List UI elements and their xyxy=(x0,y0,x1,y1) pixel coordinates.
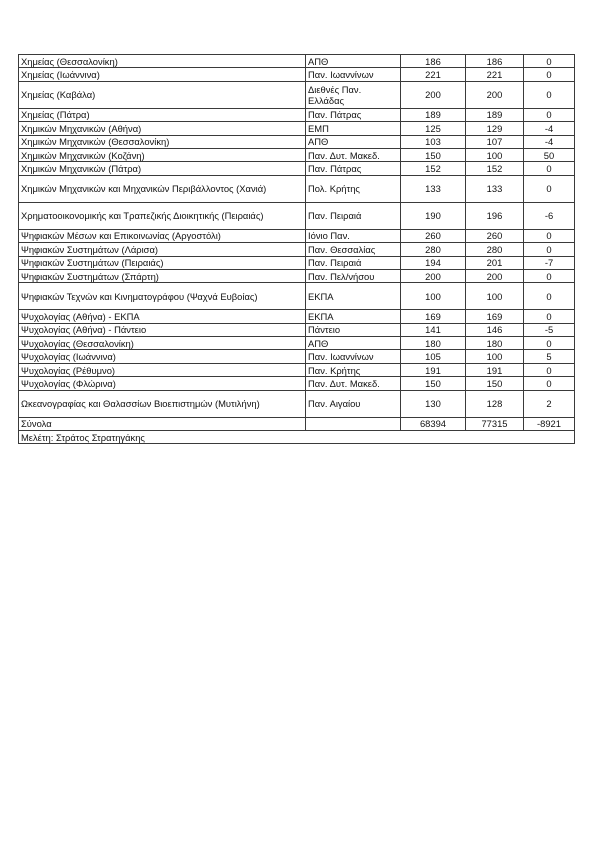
difference-cell: 0 xyxy=(524,363,575,376)
difference-cell: 0 xyxy=(524,68,575,81)
university-cell: Παν. Πειραιά xyxy=(306,256,401,269)
value-a-cell: 221 xyxy=(401,68,466,81)
table-row xyxy=(19,81,575,108)
table-row xyxy=(19,122,575,135)
university-cell: Παν. Πάτρας xyxy=(306,108,401,121)
department-cell: Χημικών Μηχανικών (Θεσσαλονίκη) xyxy=(19,135,306,148)
value-b-cell: 260 xyxy=(466,229,524,242)
department-cell: Χημικών Μηχανικών και Μηχανικών Περιβάλλοντος (Χανιά) xyxy=(19,175,306,202)
value-a-cell: 280 xyxy=(401,243,466,256)
department-cell: Χημικών Μηχανικών (Πάτρα) xyxy=(19,162,306,175)
value-b-cell: 280 xyxy=(466,243,524,256)
totals-b: 77315 xyxy=(466,417,524,430)
credit-text: Μελέτη: Στράτος Στρατηγάκης xyxy=(19,431,575,444)
table-row xyxy=(19,229,575,242)
department-cell: Ψυχολογίας (Αθήνα) - Πάντειο xyxy=(19,323,306,336)
table-row xyxy=(19,310,575,323)
table-row xyxy=(19,148,575,161)
university-cell: Διεθνές Παν. Ελλάδας xyxy=(306,81,401,108)
difference-cell: 0 xyxy=(524,337,575,350)
university-cell: ΑΠΘ xyxy=(306,337,401,350)
table-row xyxy=(19,377,575,390)
totals-univ xyxy=(306,417,401,430)
value-a-cell: 200 xyxy=(401,269,466,282)
university-cell: Παν. Θεσσαλίας xyxy=(306,243,401,256)
value-a-cell: 130 xyxy=(401,390,466,417)
value-a-cell: 133 xyxy=(401,175,466,202)
table-row xyxy=(19,162,575,175)
difference-cell: 0 xyxy=(524,81,575,108)
value-b-cell: 196 xyxy=(466,202,524,229)
university-cell: Παν. Κρήτης xyxy=(306,363,401,376)
value-b-cell: 169 xyxy=(466,310,524,323)
difference-cell: 0 xyxy=(524,108,575,121)
value-a-cell: 150 xyxy=(401,148,466,161)
university-cell: Παν. Αιγαίου xyxy=(306,390,401,417)
value-b-cell: 100 xyxy=(466,283,524,310)
department-cell: Ψυχολογίας (Ρέθυμνο) xyxy=(19,363,306,376)
value-b-cell: 200 xyxy=(466,81,524,108)
university-cell: ΕΚΠΑ xyxy=(306,283,401,310)
department-cell: Ψυχολογίας (Αθήνα) - ΕΚΠΑ xyxy=(19,310,306,323)
value-b-cell: 201 xyxy=(466,256,524,269)
department-cell: Ψυχολογίας (Ιωάννινα) xyxy=(19,350,306,363)
table-row xyxy=(19,175,575,202)
university-cell: Παν. Ιωαννίνων xyxy=(306,68,401,81)
table-row xyxy=(19,323,575,336)
value-b-cell: 186 xyxy=(466,55,524,68)
difference-cell: -6 xyxy=(524,202,575,229)
value-a-cell: 190 xyxy=(401,202,466,229)
value-b-cell: 152 xyxy=(466,162,524,175)
value-a-cell: 191 xyxy=(401,363,466,376)
value-b-cell: 180 xyxy=(466,337,524,350)
table-row xyxy=(19,350,575,363)
table-row xyxy=(19,256,575,269)
department-cell: Χρηματοοικονομικής και Τραπεζικής Διοικητικής (Πειραιάς) xyxy=(19,202,306,229)
credit-row xyxy=(19,431,575,444)
value-a-cell: 200 xyxy=(401,81,466,108)
table-row xyxy=(19,68,575,81)
value-b-cell: 191 xyxy=(466,363,524,376)
totals-label: Σύνολα xyxy=(19,417,306,430)
department-cell: Χημείας (Θεσσαλονίκη) xyxy=(19,55,306,68)
university-cell: Πολ. Κρήτης xyxy=(306,175,401,202)
department-cell: Ψηφιακών Συστημάτων (Πειραιάς) xyxy=(19,256,306,269)
university-cell: ΑΠΘ xyxy=(306,135,401,148)
table-row xyxy=(19,337,575,350)
value-b-cell: 150 xyxy=(466,377,524,390)
difference-cell: 0 xyxy=(524,283,575,310)
value-b-cell: 189 xyxy=(466,108,524,121)
university-cell: Παν. Πελ/νήσου xyxy=(306,269,401,282)
totals-row xyxy=(19,417,575,430)
table-row xyxy=(19,202,575,229)
department-cell: Χημείας (Ιωάννινα) xyxy=(19,68,306,81)
table-body xyxy=(19,55,575,444)
department-cell: Χημείας (Πάτρα) xyxy=(19,108,306,121)
university-cell: Παν. Ιωαννίνων xyxy=(306,350,401,363)
value-a-cell: 186 xyxy=(401,55,466,68)
value-b-cell: 129 xyxy=(466,122,524,135)
table-row xyxy=(19,283,575,310)
value-a-cell: 180 xyxy=(401,337,466,350)
university-cell: Ιόνιο Παν. xyxy=(306,229,401,242)
table-row xyxy=(19,363,575,376)
department-cell: Χημείας (Καβάλα) xyxy=(19,81,306,108)
department-cell: Ψηφιακών Μέσων και Επικοινωνίας (Αργοστόλι) xyxy=(19,229,306,242)
difference-cell: 0 xyxy=(524,229,575,242)
difference-cell: 5 xyxy=(524,350,575,363)
university-cell: ΕΚΠΑ xyxy=(306,310,401,323)
table-row xyxy=(19,108,575,121)
difference-cell: 0 xyxy=(524,377,575,390)
value-b-cell: 107 xyxy=(466,135,524,148)
difference-cell: 0 xyxy=(524,55,575,68)
difference-cell: -7 xyxy=(524,256,575,269)
value-a-cell: 152 xyxy=(401,162,466,175)
table-row xyxy=(19,243,575,256)
value-b-cell: 200 xyxy=(466,269,524,282)
university-cell: Παν. Πειραιά xyxy=(306,202,401,229)
department-cell: Ψηφιακών Τεχνών και Κινηματογράφου (Ψαχνά Ευβοίας) xyxy=(19,283,306,310)
difference-cell: 0 xyxy=(524,310,575,323)
department-cell: Ψυχολογίας (Θεσσαλονίκη) xyxy=(19,337,306,350)
difference-cell: -4 xyxy=(524,122,575,135)
value-a-cell: 141 xyxy=(401,323,466,336)
difference-cell: 2 xyxy=(524,390,575,417)
table-row xyxy=(19,55,575,68)
difference-cell: 0 xyxy=(524,243,575,256)
department-cell: Ψηφιακών Συστημάτων (Λάρισα) xyxy=(19,243,306,256)
totals-a: 68394 xyxy=(401,417,466,430)
totals-diff: -8921 xyxy=(524,417,575,430)
department-cell: Χημικών Μηχανικών (Κοζάνη) xyxy=(19,148,306,161)
value-a-cell: 103 xyxy=(401,135,466,148)
difference-cell: 0 xyxy=(524,162,575,175)
table-row xyxy=(19,135,575,148)
value-a-cell: 260 xyxy=(401,229,466,242)
value-a-cell: 125 xyxy=(401,122,466,135)
university-cell: ΕΜΠ xyxy=(306,122,401,135)
value-a-cell: 189 xyxy=(401,108,466,121)
university-cell: Παν. Δυτ. Μακεδ. xyxy=(306,148,401,161)
department-cell: Χημικών Μηχανικών (Αθήνα) xyxy=(19,122,306,135)
university-cell: ΑΠΘ xyxy=(306,55,401,68)
value-b-cell: 100 xyxy=(466,350,524,363)
value-a-cell: 194 xyxy=(401,256,466,269)
difference-cell: 0 xyxy=(524,269,575,282)
value-b-cell: 146 xyxy=(466,323,524,336)
difference-cell: -4 xyxy=(524,135,575,148)
department-cell: Ψηφιακών Συστημάτων (Σπάρτη) xyxy=(19,269,306,282)
value-b-cell: 100 xyxy=(466,148,524,161)
difference-cell: 50 xyxy=(524,148,575,161)
difference-cell: 0 xyxy=(524,175,575,202)
value-a-cell: 105 xyxy=(401,350,466,363)
university-cell: Πάντειο xyxy=(306,323,401,336)
value-b-cell: 221 xyxy=(466,68,524,81)
results-table xyxy=(18,54,575,444)
difference-cell: -5 xyxy=(524,323,575,336)
value-a-cell: 100 xyxy=(401,283,466,310)
value-b-cell: 133 xyxy=(466,175,524,202)
university-cell: Παν. Δυτ. Μακεδ. xyxy=(306,377,401,390)
value-a-cell: 150 xyxy=(401,377,466,390)
value-a-cell: 169 xyxy=(401,310,466,323)
value-b-cell: 128 xyxy=(466,390,524,417)
university-cell: Παν. Πάτρας xyxy=(306,162,401,175)
table-row xyxy=(19,269,575,282)
table-row xyxy=(19,390,575,417)
department-cell: Ωκεανογραφίας και Θαλασσίων Βιοεπιστημών (Μυτιλήνη) xyxy=(19,390,306,417)
department-cell: Ψυχολογίας (Φλώρινα) xyxy=(19,377,306,390)
